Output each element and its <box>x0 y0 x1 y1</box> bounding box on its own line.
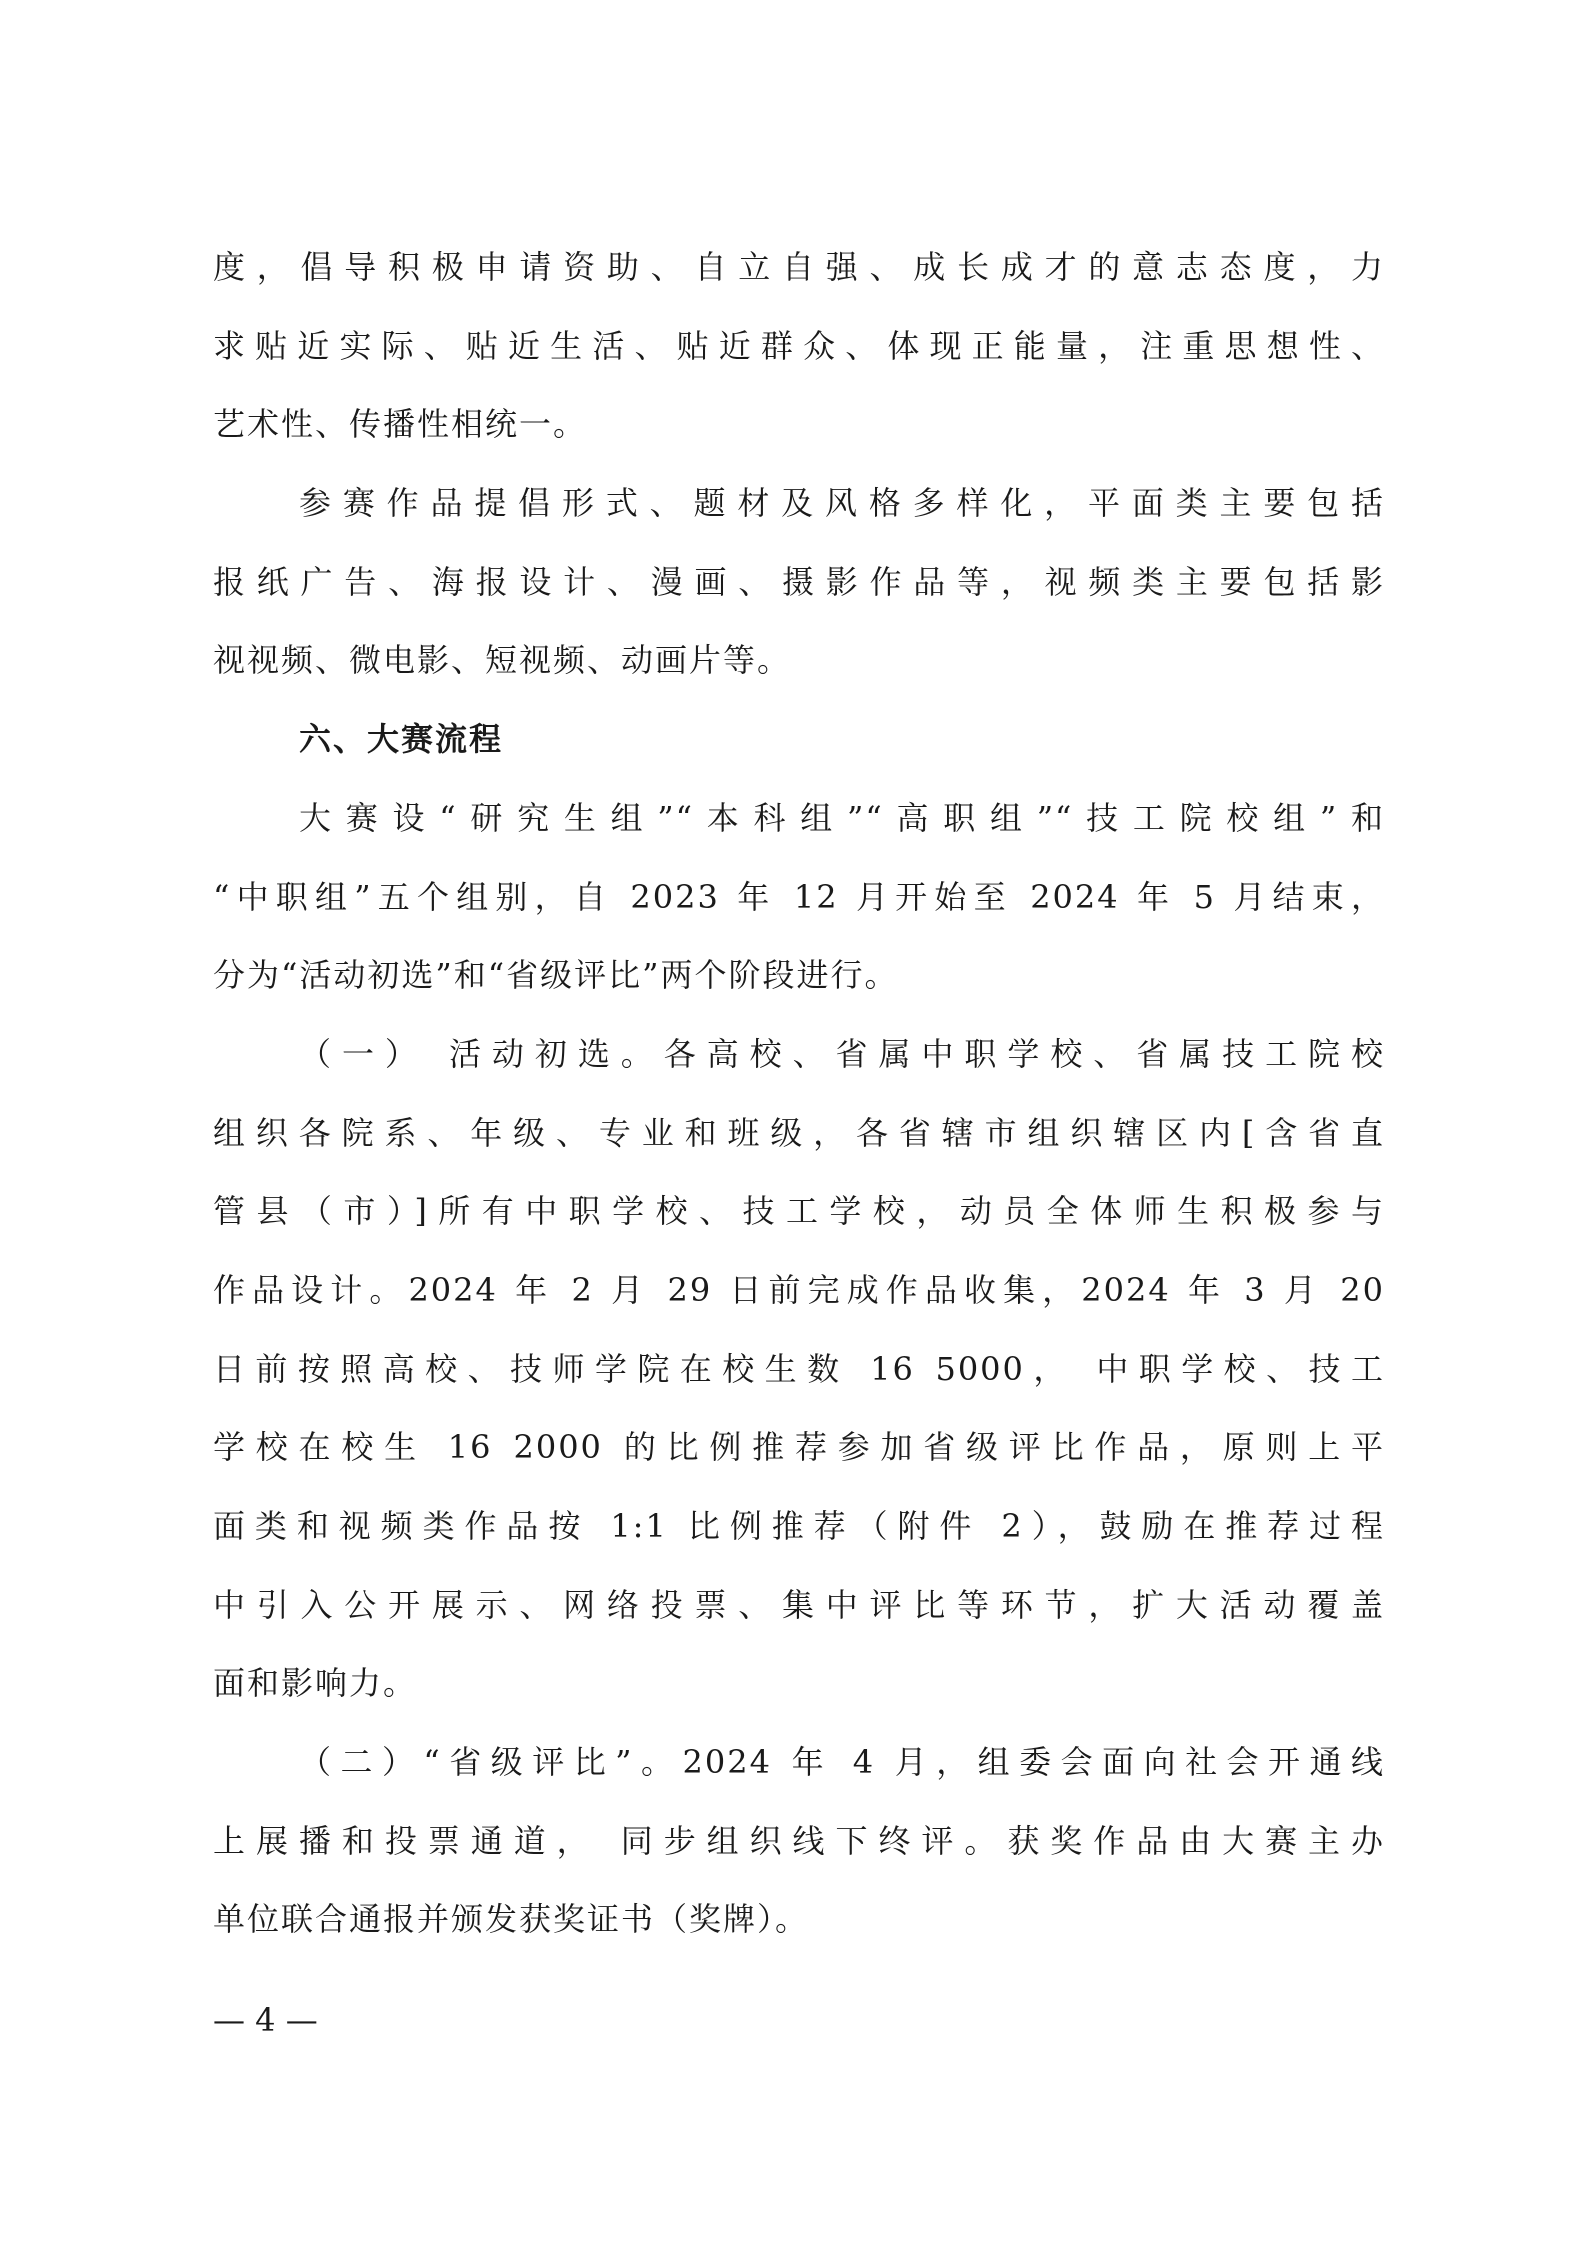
paragraph <box>213 464 1385 700</box>
text-line: 面类和视频类作品按 1:1 比例推荐（附件 2），鼓励在推荐过程 <box>213 1507 1385 1545</box>
text-line: 求贴近实际、贴近生活、贴近群众、体现正能量，注重思想性、 <box>213 326 1385 365</box>
text-span: 各高校、省属中职学校、省属技工院校 <box>663 1034 1385 1073</box>
subsection-title: （一） 活动初选。 <box>299 1034 664 1073</box>
text-line: 作品设计。2024 年 2 月 29 日前完成作品收集，2024 年 3 月 20 <box>213 1270 1385 1309</box>
page-number: — 4 — <box>213 2001 318 2039</box>
text-line: 参赛作品提倡形式、题材及风格多样化，平面类主要包括 <box>299 484 1385 523</box>
paragraph <box>213 1723 1385 1959</box>
text-line <box>213 1015 1385 1094</box>
text-line: 报纸广告、海报设计、漫画、摄影作品等，视频类主要包括影 <box>213 562 1385 601</box>
paragraph <box>213 779 1385 1015</box>
text-line: 日前按照高校、技师学院在校生数 16 5000， 中职学校、技工 <box>213 1349 1385 1388</box>
subsection-title: （二）“省级评比”。 <box>299 1743 683 1782</box>
text-line: “中职组”五个组别，自 2023 年 12 月开始至 2024 年 5 月结束， <box>213 877 1385 916</box>
document-body <box>213 228 1385 1959</box>
text-line: 艺术性、传播性相统一。 <box>213 405 588 444</box>
text-line: 大赛设“研究生组”“本科组”“高职组”“技工院校组”和 <box>299 798 1385 837</box>
text-line: 学校在校生 16 2000 的比例推荐参加省级评比作品，原则上平 <box>213 1428 1385 1467</box>
text-line: 度，倡导积极申请资助、自立自强、成长成才的意志态度，力 <box>213 248 1385 286</box>
text-line <box>213 1723 1385 1802</box>
text-line: 视视频、微电影、短视频、动画片等。 <box>213 641 792 680</box>
text-line: 组织各院系、年级、专业和班级，各省辖市组织辖区内[含省直 <box>213 1113 1385 1152</box>
text-line: 上展播和投票通道， 同步组织线下终评。获奖作品由大赛主办 <box>213 1821 1385 1860</box>
text-line: 分为“活动初选”和“省级评比”两个阶段进行。 <box>213 956 899 995</box>
paragraph <box>213 1015 1385 1723</box>
section-heading: 六、大赛流程 <box>299 720 504 759</box>
text-line: 面和影响力。 <box>213 1664 418 1703</box>
text-line: 中引入公开展示、网络投票、集中评比等环节，扩大活动覆盖 <box>213 1585 1385 1624</box>
text-span: 2024 年 4 月，组委会面向社会开通线 <box>682 1743 1385 1782</box>
text-line: 单位联合通报并颁发获奖证书（奖牌）。 <box>213 1900 810 1939</box>
paragraph <box>213 228 1385 464</box>
text-line: 管县（市）]所有中职学校、技工学校，动员全体师生积极参与 <box>213 1192 1385 1231</box>
